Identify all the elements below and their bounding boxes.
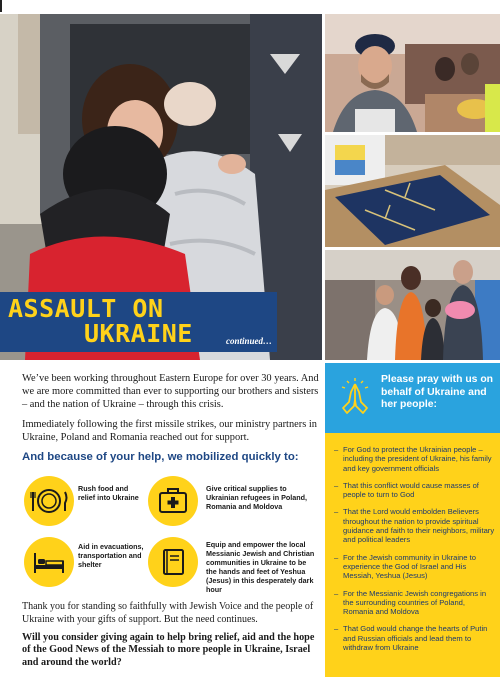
prayer-title: Please pray with us on behalf of Ukraine and her people:	[381, 374, 494, 410]
bible-boxes-photo	[325, 135, 500, 247]
prayer-item: – For God to protect the Ukrainian people – including the president of Ukraine, his family and key government officials	[334, 445, 496, 473]
thank-you-paragraph: Thank you for standing so faithfully with Jewish Voice and the people of Ukraine with your gifts of support. But the need continues.	[22, 601, 314, 625]
partners-paragraph: Immediately following the first missile strikes, our ministry partners in Ukraine, Poland and Romania reached out for support.	[22, 419, 317, 443]
praying-hands-icon	[339, 378, 371, 416]
prayer-item: – That God would change the hearts of Putin and Russian officials and lead them to withdraw from Ukraine	[334, 624, 496, 652]
title-line-2: UKRAINE	[84, 319, 193, 348]
mobilized-subhead: And because of your help, we mobilized quickly to:	[22, 451, 299, 463]
plate-utensils-icon	[24, 476, 74, 526]
family-shelter-photo	[325, 250, 500, 360]
prayer-item: – For the Jewish community in Ukraine to experience the God of Israel and His Messiah, Yeshua (Jesus)	[334, 553, 496, 581]
prayer-item: – That this conflict would cause masses of people to turn to God	[334, 481, 496, 500]
aid-text-food: Rush food and relief into Ukraine	[78, 484, 139, 502]
giving-question: Will you consider giving again to help bring relief, aid and the hope of the Good News of the Messiah to more people in Ukraine, Israel and around the world?	[22, 632, 315, 668]
book-icon	[148, 537, 198, 587]
aid-text-evacuations: Aid in evacuations, transportation and shelter	[78, 542, 144, 569]
medical-kit-icon	[148, 476, 198, 526]
page-corner-mark	[0, 0, 2, 12]
bed-icon	[24, 537, 74, 587]
aid-text-supplies: Give critical supplies to Ukrainian refugees in Poland, Romania and Moldova	[206, 484, 308, 511]
volunteer-man-photo	[325, 14, 500, 132]
prayer-list	[334, 445, 496, 660]
aid-text-equip: Equip and empower the local Messianic Jewish and Christian communities in Ukraine to be the hands and feet of Yeshua (Jesus) in this desperately dark hour	[206, 540, 315, 594]
prayer-item: – For the Messianic Jewish congregations in the surrounding countries of Poland, Romania and Moldova	[334, 589, 496, 617]
title-line-1: ASSAULT ON	[8, 294, 164, 323]
intro-paragraph: We’ve been working throughout Eastern Europe for over 30 years. And we are more committed than ever to supporting our brothers and sisters – and the nation of Ukraine – through this crisis.	[22, 373, 319, 410]
continued-label: continued…	[226, 336, 273, 346]
prayer-item: – That the Lord would embolden Believers throughout the nation to provide spiritual guidance and faith to their neighbors, military and political leaders	[334, 507, 496, 544]
